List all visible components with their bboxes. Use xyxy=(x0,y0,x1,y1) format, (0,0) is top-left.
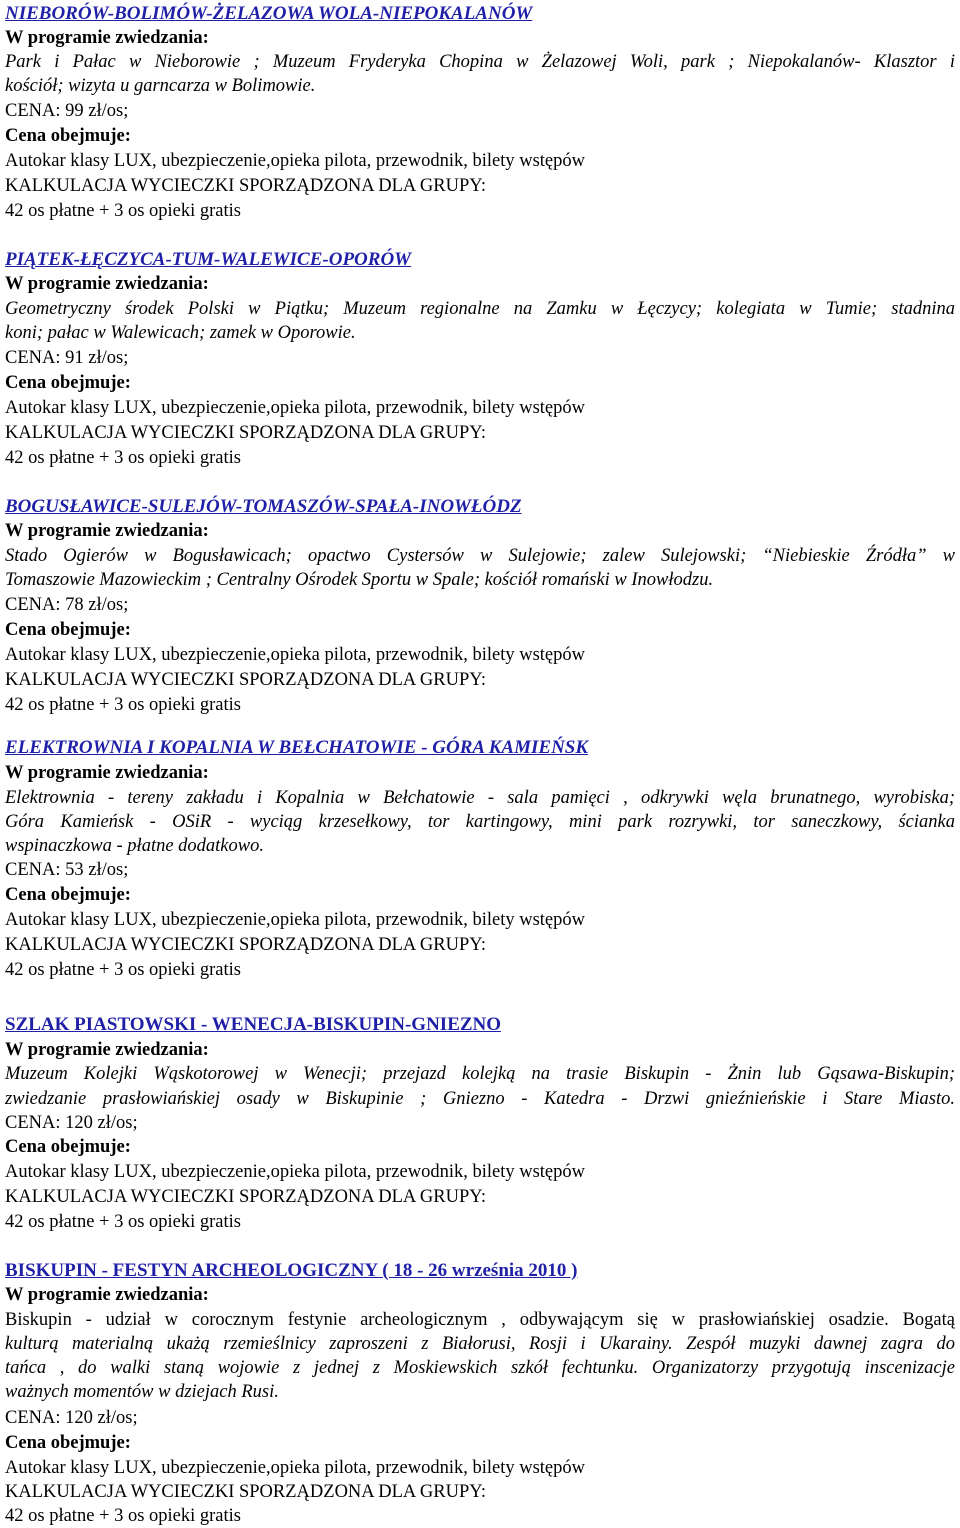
group-info: 42 os płatne + 3 os opieki gratis xyxy=(5,1506,242,1526)
includes-heading: Cena obejmuje: xyxy=(5,885,131,905)
includes-text: Autokar klasy LUX, ubezpieczenie,opieka pilota, przewodnik, bilety wstępów xyxy=(5,1162,586,1182)
price: CENA: 99 zł/os; xyxy=(5,101,129,121)
calc-heading: KALKULACJA WYCIECZKI SPORZĄDZONA DLA GRUPY: xyxy=(5,176,487,196)
price: CENA: 120 zł/os; xyxy=(5,1408,138,1428)
includes-heading: Cena obejmuje: xyxy=(5,373,131,393)
description-line: tańca , do walki staną wojowie z jednej z Moskiewskich szkół fechtunku. Organizatorzy przygotują inscenizacje xyxy=(5,1358,955,1378)
group-info: 42 os płatne + 3 os opieki gratis xyxy=(5,960,242,980)
description-line: Biskupin - udział w corocznym festynie archeologicznym , odbywającym się w prasłowiańskiej osadzie. Bogatą xyxy=(5,1310,955,1330)
calc-heading: KALKULACJA WYCIECZKI SPORZĄDZONA DLA GRUPY: xyxy=(5,935,487,955)
description-line: wspinaczkowa - płatne dodatkowo. xyxy=(5,836,264,856)
includes-text: Autokar klasy LUX, ubezpieczenie,opieka pilota, przewodnik, bilety wstępów xyxy=(5,151,586,171)
program-heading: W programie zwiedzania: xyxy=(5,28,209,48)
group-info: 42 os płatne + 3 os opieki gratis xyxy=(5,1212,242,1232)
description-line: koni; pałac w Walewicach; zamek w Oporowie. xyxy=(5,323,356,343)
description-line: Elektrownia - tereny zakładu i Kopalnia w Bełchatowie - sala pamięci , odkrywki węla brunatnego, wyrobiska; xyxy=(5,788,955,808)
trip-title: NIEBORÓW-BOLIMÓW-ŻELAZOWA WOLA-NIEPOKALANÓW xyxy=(5,3,533,24)
includes-heading: Cena obejmuje: xyxy=(5,1433,131,1453)
trip-title: PIĄTEK-ŁĘCZYCA-TUM-WALEWICE-OPORÓW xyxy=(5,249,412,270)
includes-text: Autokar klasy LUX, ubezpieczenie,opieka pilota, przewodnik, bilety wstępów xyxy=(5,398,586,418)
description-line: Stado Ogierów w Bogusławicach; opactwo Cystersów w Sulejowie; zalew Sulejowski; “Niebieskie Źródła” w xyxy=(5,546,955,566)
trip-title: BOGUSŁAWICE-SULEJÓW-TOMASZÓW-SPAŁA-INOWŁÓDZ xyxy=(5,496,522,517)
calc-heading: KALKULACJA WYCIECZKI SPORZĄDZONA DLA GRUPY: xyxy=(5,1187,487,1207)
calc-heading: KALKULACJA WYCIECZKI SPORZĄDZONA DLA GRUPY: xyxy=(5,1482,487,1502)
description-line: Park i Pałac w Nieborowie ; Muzeum Fryderyka Chopina w Żelazowej Woli, park ; Niepokalanów- Klasztor i xyxy=(5,52,955,72)
description-line: Geometryczny środek Polski w Piątku; Muzeum regionalne na Zamku w Łęczycy; kolegiata w Tumie; stadnina xyxy=(5,299,955,319)
description-line: kulturą materialną ukażą rzemieślnicy zaproszeni z Białorusi, Rosji i Ukarainy. Zespół muzyki dawnej zagra do xyxy=(5,1334,955,1354)
includes-text: Autokar klasy LUX, ubezpieczenie,opieka pilota, przewodnik, bilety wstępów xyxy=(5,910,586,930)
trip-title: SZLAK PIASTOWSKI - WENECJA-BISKUPIN-GNIEZNO xyxy=(5,1014,502,1035)
trip-title: ELEKTROWNIA I KOPALNIA W BEŁCHATOWIE - GÓRA KAMIEŃSK xyxy=(5,737,589,758)
includes-heading: Cena obejmuje: xyxy=(5,126,131,146)
includes-heading: Cena obejmuje: xyxy=(5,620,131,640)
price: CENA: 91 zł/os; xyxy=(5,348,129,368)
description-line: Tomaszowie Mazowieckim ; Centralny Ośrodek Sportu w Spale; kościół romański w Inowłodzu. xyxy=(5,570,714,590)
calc-heading: KALKULACJA WYCIECZKI SPORZĄDZONA DLA GRUPY: xyxy=(5,423,487,443)
program-heading: W programie zwiedzania: xyxy=(5,1285,209,1305)
trip-title: BISKUPIN - FESTYN ARCHEOLOGICZNY ( 18 - 26 września 2010 ) xyxy=(5,1260,578,1281)
program-heading: W programie zwiedzania: xyxy=(5,763,209,783)
price: CENA: 53 zł/os; xyxy=(5,860,129,880)
description-line: kościół; wizyta u garncarza w Bolimowie. xyxy=(5,76,316,96)
includes-heading: Cena obejmuje: xyxy=(5,1137,131,1157)
group-info: 42 os płatne + 3 os opieki gratis xyxy=(5,201,242,221)
group-info: 42 os płatne + 3 os opieki gratis xyxy=(5,448,242,468)
program-heading: W programie zwiedzania: xyxy=(5,521,209,541)
includes-text: Autokar klasy LUX, ubezpieczenie,opieka pilota, przewodnik, bilety wstępów xyxy=(5,645,586,665)
description-line: ważnych momentów w dziejach Rusi. xyxy=(5,1382,279,1402)
description-line: Muzeum Kolejki Wąskotorowej w Wenecji; przejazd kolejką na trasie Biskupin - Żnin lub Gąsawa-Biskupin; xyxy=(5,1064,955,1084)
group-info: 42 os płatne + 3 os opieki gratis xyxy=(5,695,242,715)
includes-text: Autokar klasy LUX, ubezpieczenie,opieka pilota, przewodnik, bilety wstępów xyxy=(5,1458,586,1478)
program-heading: W programie zwiedzania: xyxy=(5,274,209,294)
price: CENA: 78 zł/os; xyxy=(5,595,129,615)
program-heading: W programie zwiedzania: xyxy=(5,1040,209,1060)
description-line: Góra Kamieńsk - OSiR - wyciąg krzesełkowy, tor kartingowy, mini park rozrywki, tor saneczkowy, ścianka xyxy=(5,812,955,832)
price: CENA: 120 zł/os; xyxy=(5,1113,138,1133)
calc-heading: KALKULACJA WYCIECZKI SPORZĄDZONA DLA GRUPY: xyxy=(5,670,487,690)
description-line: zwiedzanie prasłowiańskiej osady w Biskupinie ; Gniezno - Katedra - Drzwi gnieźnieńskie i Stare Miasto. xyxy=(5,1089,955,1109)
